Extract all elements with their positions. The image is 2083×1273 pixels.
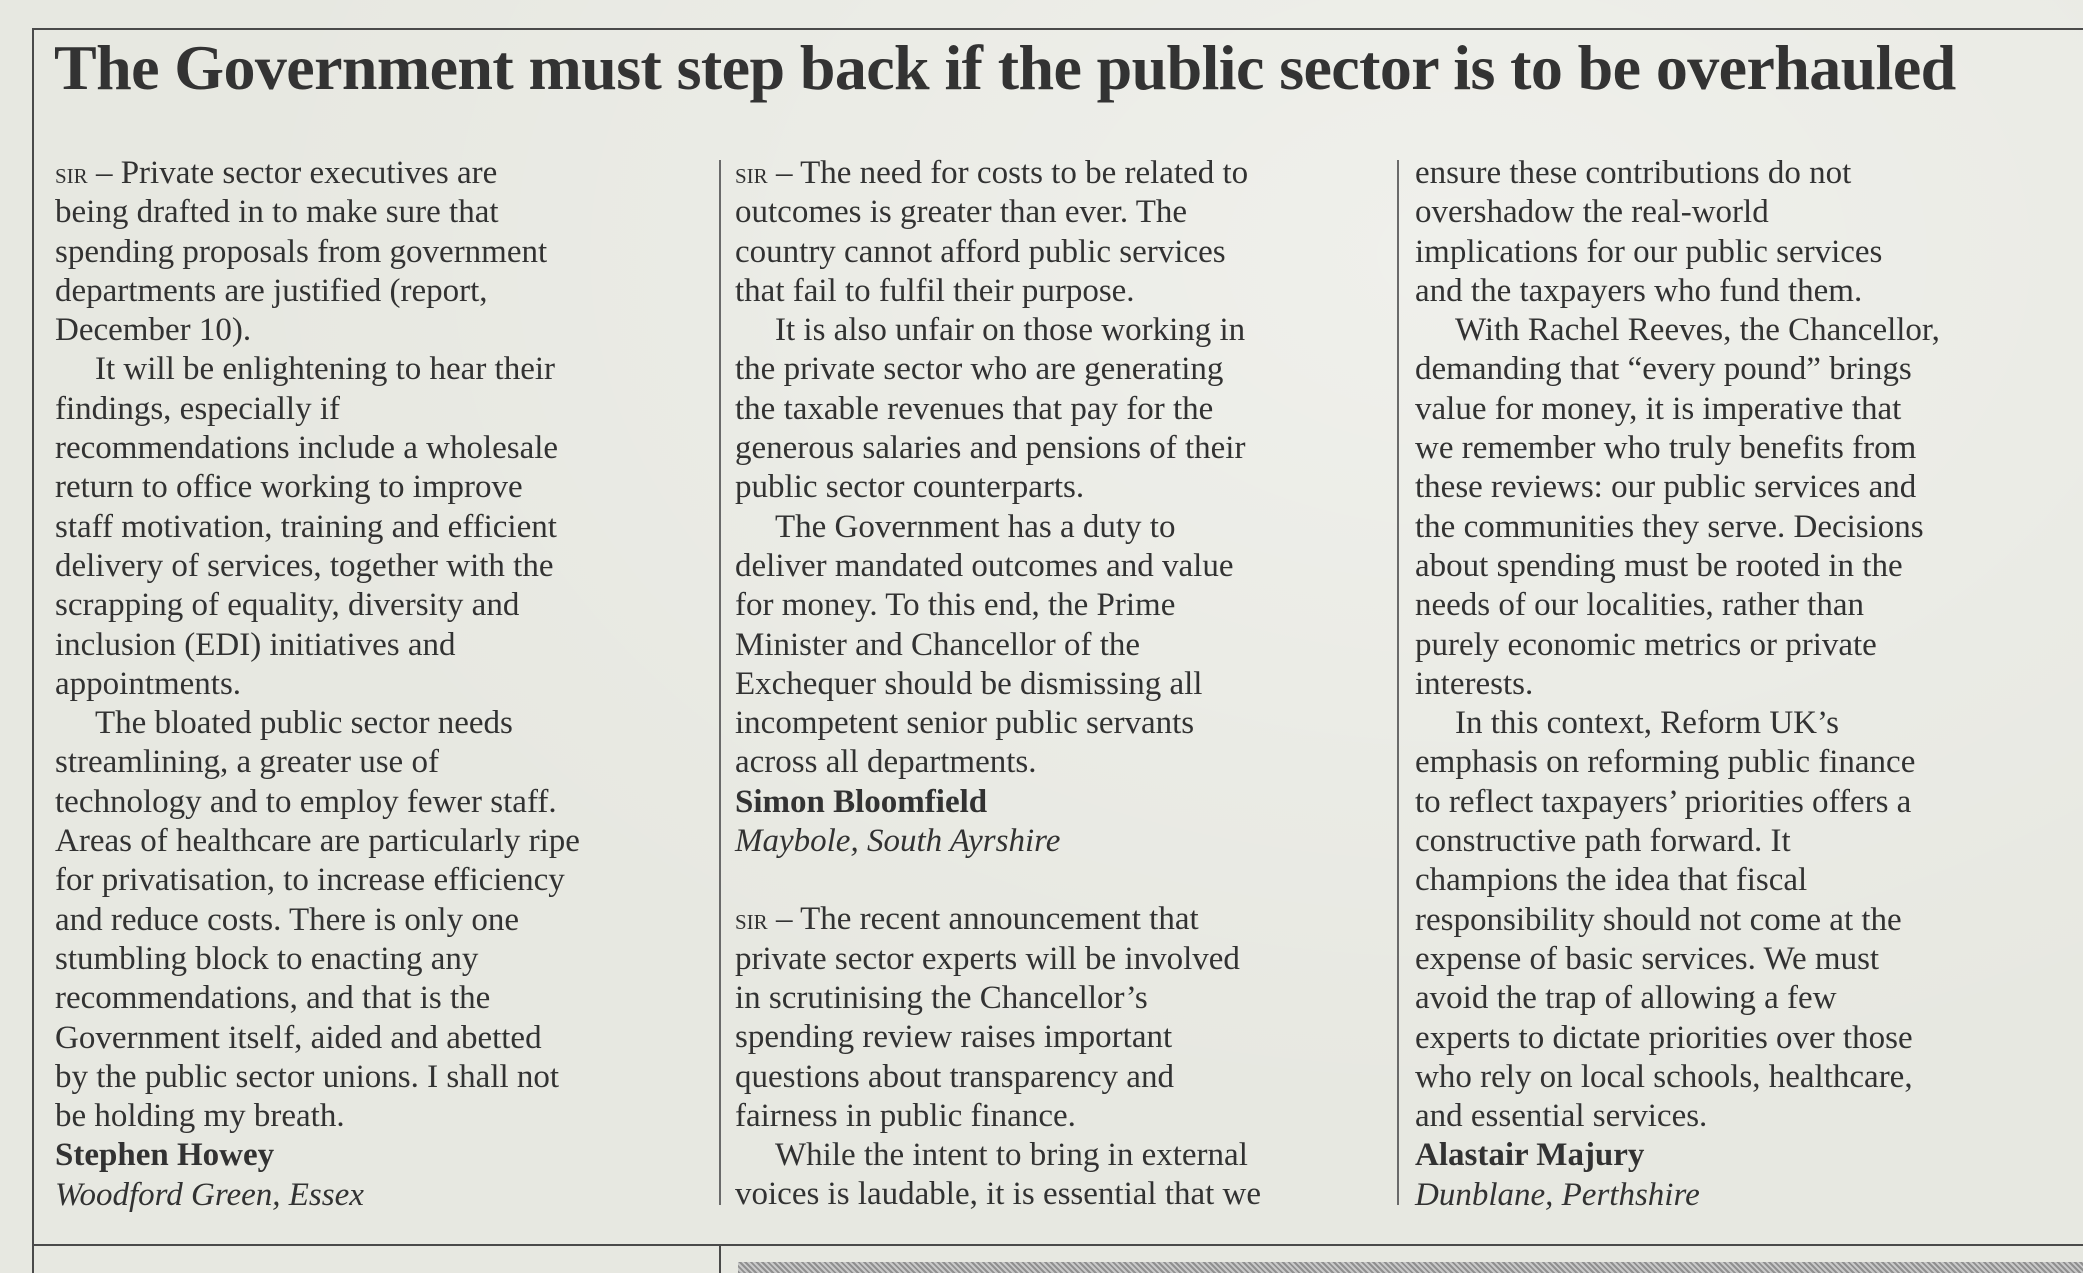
letter-line: It will be enlightening to hear their	[95, 351, 556, 388]
letter-line: ensure these contributions do not	[1415, 155, 1852, 191]
salutation: sir	[735, 157, 768, 190]
letter-line: outcomes is greater than ever. The	[735, 194, 1188, 231]
letter-line: Government itself, aided and abetted	[55, 1019, 542, 1056]
column-divider-1	[719, 160, 721, 1205]
letter-line: for money. To this end, the Prime	[735, 587, 1176, 624]
letter-line: about spending must be rooted in the	[1415, 547, 1903, 584]
letter-line: Areas of healthcare are particularly ripe	[55, 823, 580, 860]
letter-line: by the public sector unions. I shall not	[55, 1058, 560, 1095]
letter-line: champions the idea that fiscal	[1415, 862, 1808, 899]
letter-line: It is also unfair on those working in	[775, 312, 1246, 349]
letter-paragraph	[55, 350, 705, 704]
letter-line: incompetent senior public servants	[735, 705, 1195, 742]
author-name: Stephen Howey	[55, 1137, 275, 1174]
letter-line: recommendations, and that is the	[55, 980, 491, 1017]
column-divider-2	[1397, 160, 1399, 1205]
letter-line: Minister and Chancellor of the	[735, 626, 1141, 663]
salutation-dash: –	[767, 155, 801, 191]
letter-line: for privatisation, to increase efficiency	[55, 862, 565, 899]
left-border-rule	[32, 28, 34, 1273]
letter-line: overshadow the real-world	[1415, 194, 1769, 231]
letter-line: streamlining, a greater use of	[55, 744, 439, 781]
column-3	[1415, 154, 2065, 1215]
letter-line: appointments.	[55, 665, 242, 702]
letter-line: Exchequer should be dismissing all	[735, 665, 1203, 702]
letter-line: departments are justified (report,	[55, 272, 488, 309]
letter-line: interests.	[1415, 665, 1534, 702]
letter-line: staff motivation, training and efficient	[55, 508, 557, 545]
letter-spacer	[735, 861, 1385, 900]
letter-howey	[55, 154, 705, 1215]
letter-line: to reflect taxpayers’ priorities offers a	[1415, 783, 1912, 820]
letter-line: The need for costs to be related to	[800, 155, 1249, 191]
next-article-photo-edge	[738, 1262, 2083, 1273]
author-name: Alastair Majury	[1415, 1137, 1645, 1174]
letter-line: implications for our public services	[1415, 233, 1883, 270]
letter-line: December 10).	[55, 312, 252, 349]
letter-line: being drafted in to make sure that	[55, 194, 499, 231]
letter-line: and essential services.	[1415, 1098, 1708, 1135]
salutation-dash: –	[87, 155, 121, 191]
letter-line: demanding that “every pound” brings	[1415, 351, 1912, 388]
letter-line: private sector experts will be involved	[735, 940, 1240, 977]
letter-paragraph	[1415, 154, 2065, 311]
letter-line: responsibility should not come at the	[1415, 901, 1902, 938]
letter-line: avoid the trap of allowing a few	[1415, 980, 1837, 1017]
letter-line: country cannot afford public services	[735, 233, 1226, 270]
letter-line: inclusion (EDI) initiatives and	[55, 626, 456, 663]
letter-line: that fail to fulfil their purpose.	[735, 272, 1135, 309]
column-1	[55, 154, 705, 1215]
letter-paragraph	[735, 311, 1385, 507]
letter-line: we remember who truly benefits from	[1415, 430, 1917, 467]
letter-line: and reduce costs. There is only one	[55, 901, 519, 938]
letter-line: public sector counterparts.	[735, 469, 1085, 506]
letter-line: generous salaries and pensions of their	[735, 430, 1246, 467]
letter-line: return to office working to improve	[55, 469, 523, 506]
letter-line: emphasis on reforming public finance	[1415, 744, 1916, 781]
top-border-rule	[32, 28, 2083, 30]
letter-paragraph	[1415, 704, 2065, 1136]
letter-line: deliver mandated outcomes and value	[735, 547, 1234, 584]
letter-paragraph	[735, 1136, 1385, 1215]
letter-line: who rely on local schools, healthcare,	[1415, 1058, 1913, 1095]
letter-line: recommendations include a wholesale	[55, 430, 559, 467]
letter-line: and the taxpayers who fund them.	[1415, 272, 1863, 309]
salutation: sir	[55, 157, 88, 190]
salutation: sir	[735, 903, 768, 937]
letter-line: scrapping of equality, diversity and	[55, 587, 520, 624]
letter-line: fairness in public finance.	[735, 1097, 1076, 1134]
author-location: Woodford Green, Essex	[55, 1176, 364, 1213]
author-name: Simon Bloomfield	[735, 783, 988, 820]
letter-line: experts to dictate priorities over those	[1415, 1019, 1913, 1056]
letter-line: spending proposals from government	[55, 233, 548, 270]
letter-line: The Government has a duty to	[775, 508, 1176, 545]
letter-paragraph	[735, 154, 1385, 311]
letter-line: With Rachel Reeves, the Chancellor,	[1455, 312, 1940, 349]
letter-line: across all departments.	[735, 744, 1037, 781]
letter-line: delivery of services, together with the	[55, 547, 554, 584]
letter-line: in scrutinising the Chancellor’s	[735, 979, 1148, 1016]
letter-line: these reviews: our public services and	[1415, 469, 1917, 506]
letter-line: the taxable revenues that pay for the	[735, 390, 1214, 427]
bottom-column-divider	[719, 1246, 721, 1273]
letter-line: purely economic metrics or private	[1415, 626, 1877, 663]
letter-paragraph	[55, 154, 705, 350]
letter-line: The recent announcement that	[800, 901, 1199, 938]
letter-line: constructive path forward. It	[1415, 823, 1791, 860]
letter-line: Private sector executives are	[120, 155, 498, 191]
letter-paragraph	[735, 900, 1385, 1136]
letter-line: findings, especially if	[55, 390, 341, 427]
author-location: Dunblane, Perthshire	[1415, 1176, 1700, 1213]
column-2	[735, 154, 1385, 1215]
letter-line: stumbling block to enacting any	[55, 940, 479, 977]
letter-line: value for money, it is imperative that	[1415, 390, 1902, 427]
letter-line: technology and to employ fewer staff.	[55, 783, 557, 820]
letter-line: the private sector who are generating	[735, 351, 1224, 388]
letter-line: voices is laudable, it is essential that we	[735, 1176, 1262, 1213]
letter-paragraph	[55, 704, 705, 1136]
bottom-border-rule	[32, 1244, 2083, 1246]
letter-line: expense of basic services. We must	[1415, 940, 1880, 977]
letter-majury-start	[735, 900, 1385, 1214]
letter-line: The bloated public sector needs	[95, 705, 513, 742]
letter-line: In this context, Reform UK’s	[1455, 705, 1840, 742]
letter-majury-continued	[1415, 154, 2065, 1215]
letter-line: needs of our localities, rather than	[1415, 587, 1864, 624]
letter-line: be holding my breath.	[55, 1098, 345, 1135]
author-location: Maybole, South Ayrshire	[735, 823, 1061, 860]
letter-bloomfield	[735, 154, 1385, 861]
letter-line: spending review raises important	[735, 1019, 1173, 1056]
letter-line: questions about transparency and	[735, 1058, 1174, 1095]
letter-paragraph	[1415, 311, 2065, 704]
letter-line: the communities they serve. Decisions	[1415, 508, 1924, 545]
headline: The Government must step back if the public sector is to be overhauled	[54, 32, 1956, 103]
salutation-dash: –	[767, 901, 801, 938]
letter-line: While the intent to bring in external	[775, 1137, 1248, 1174]
letter-paragraph	[735, 508, 1385, 783]
